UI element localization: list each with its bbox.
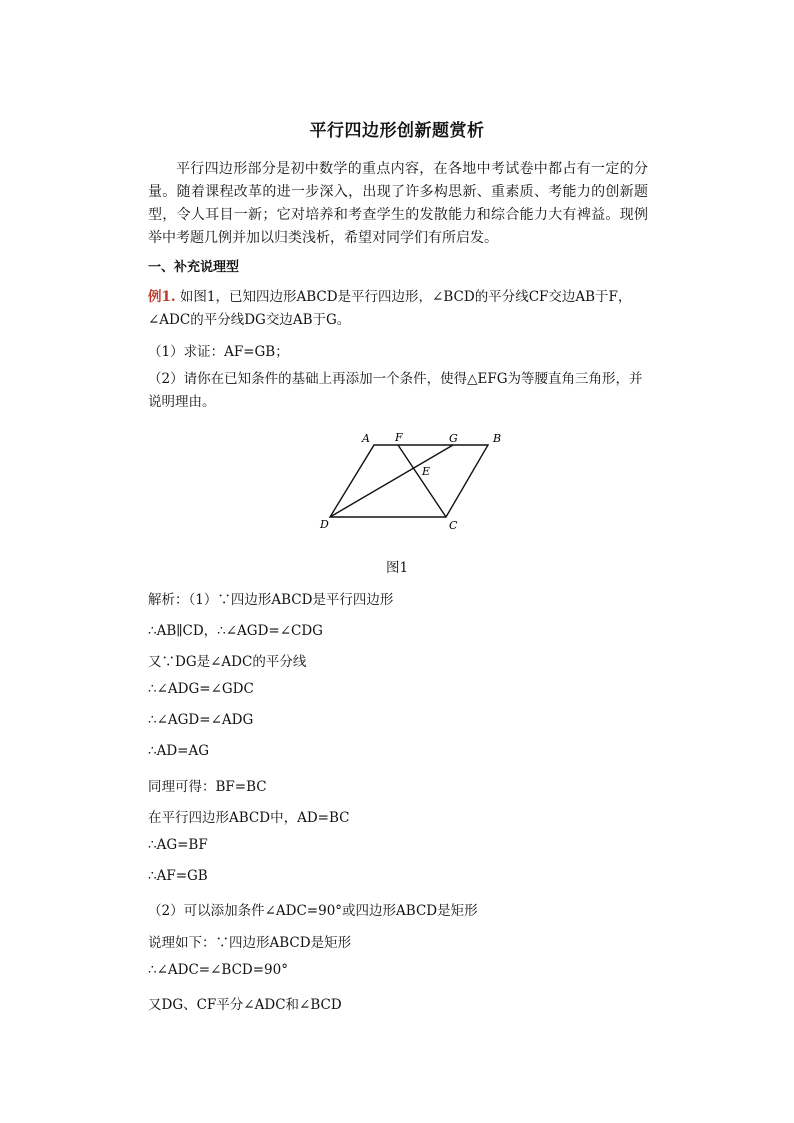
parallelogram-diagram xyxy=(316,428,506,538)
question-1: （1）求证：AF=GB； xyxy=(148,344,289,360)
solution-line: ∴∠AGD=∠ADG xyxy=(148,712,254,728)
section-title: 一、补充说理型 xyxy=(148,260,240,275)
example-label: 例1. xyxy=(148,289,176,305)
figure-1 xyxy=(316,428,506,538)
label-g: G xyxy=(449,432,458,445)
solution-line: 同理可得：BF=BC xyxy=(148,779,267,795)
parallelogram-abcd xyxy=(330,445,488,517)
label-d: D xyxy=(320,518,329,531)
solution-line: ∴AG=BF xyxy=(148,837,208,853)
figure-caption: 图1 xyxy=(385,560,409,576)
solution-line: ∴AB∥CD，∴∠AGD=∠CDG xyxy=(148,623,323,639)
solution-line: ∴∠ADC=∠BCD=90° xyxy=(148,962,288,978)
solution-line: ∴AF=GB xyxy=(148,868,208,884)
solution-line: 说理如下：∵四边形ABCD是矩形 xyxy=(148,935,352,951)
solution-line: ∴∠ADG=∠GDC xyxy=(148,681,254,697)
solution-line: 解析：（1）∵四边形ABCD是平行四边形 xyxy=(148,592,394,608)
solution-line: （2）可以添加条件∠ADC=90°或四边形ABCD是矩形 xyxy=(148,903,478,919)
question-2: （2）请你在已知条件的基础上再添加一个条件，使得△EFG为等腰直角三角形，并说明理由。 xyxy=(148,371,643,410)
solution-line: 在平行四边形ABCD中，AD=BC xyxy=(148,810,350,826)
page-title: 平行四边形创新题赏析 xyxy=(309,121,485,141)
example-text: 如图1，已知四边形ABCD是平行四边形，∠BCD的平分线CF交边AB于F，∠ADC的平分线DG交边AB于G。 xyxy=(148,289,632,328)
label-e: E xyxy=(422,465,431,478)
example-problem xyxy=(148,286,648,332)
label-b: B xyxy=(493,432,502,445)
solution-line: 又∵DG是∠ADC的平分线 xyxy=(148,654,307,670)
solution-line: ∴AD=AG xyxy=(148,743,210,759)
label-c: C xyxy=(449,519,458,532)
solution-line: 又DG、CF平分∠ADC和∠BCD xyxy=(148,997,342,1013)
segment-dg xyxy=(330,445,453,517)
label-f: F xyxy=(395,431,403,444)
intro-paragraph: 平行四边形部分是初中数学的重点内容，在各地中考试卷中都占有一定的分量。随着课程改革的进一步深入，出现了许多构思新、重素质、考能力的创新题型，令人耳目一新；它对培养和考查学生的发散能力和综合能力大有裨益。现例举中考题几例并加以归类浅析，希望对同学们有所启发。 xyxy=(148,161,648,246)
segment-cf xyxy=(398,445,446,517)
label-a: A xyxy=(362,432,370,445)
